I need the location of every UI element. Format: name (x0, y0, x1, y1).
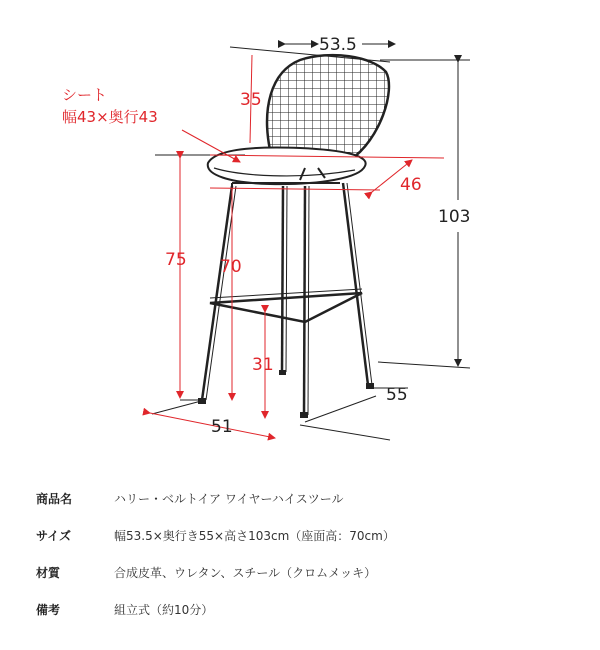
seat-label: シート (62, 86, 108, 104)
spec-row-notes (0, 599, 600, 621)
spec-value: 幅53.5×奥行き55×高さ103cm（座面高：70cm） (114, 529, 395, 543)
spec-key: 備考 (36, 603, 61, 617)
spec-row-size (0, 525, 600, 547)
dim-seat-depth: 46 (400, 175, 422, 195)
spec-value: ハリー・ベルトイア ワイヤーハイスツール (114, 492, 344, 506)
dim-base-depth: 55 (386, 385, 408, 405)
dim-total-height: 103 (438, 207, 471, 227)
dim-seat-height-inner: 70 (220, 257, 242, 277)
spec-row-material (0, 562, 600, 584)
spec-value: 合成皮革、ウレタン、スチール（クロムメッキ） (114, 566, 377, 580)
dim-back-height: 35 (240, 90, 262, 110)
spec-key: サイズ (36, 529, 72, 543)
leg-front-right (304, 186, 305, 415)
spec-row-product-name (0, 488, 600, 510)
leg-back-right (343, 183, 368, 385)
spec-key: 商品名 (36, 492, 73, 506)
dim-top-width: 53.5 (319, 35, 357, 55)
dim-base-width: 51 (211, 417, 233, 437)
dim-seat-height-outer: 75 (165, 250, 187, 270)
stool-illustration (198, 55, 389, 418)
spec-value: 組立式（約10分） (114, 603, 214, 617)
leg-front-left (202, 186, 232, 400)
seat-dims-label: 幅43×奥行43 (62, 108, 158, 126)
dim-footrest-height: 31 (252, 355, 274, 375)
seat-cushion (208, 148, 366, 185)
leg-back-left (282, 186, 283, 372)
spec-key: 材質 (36, 566, 61, 580)
